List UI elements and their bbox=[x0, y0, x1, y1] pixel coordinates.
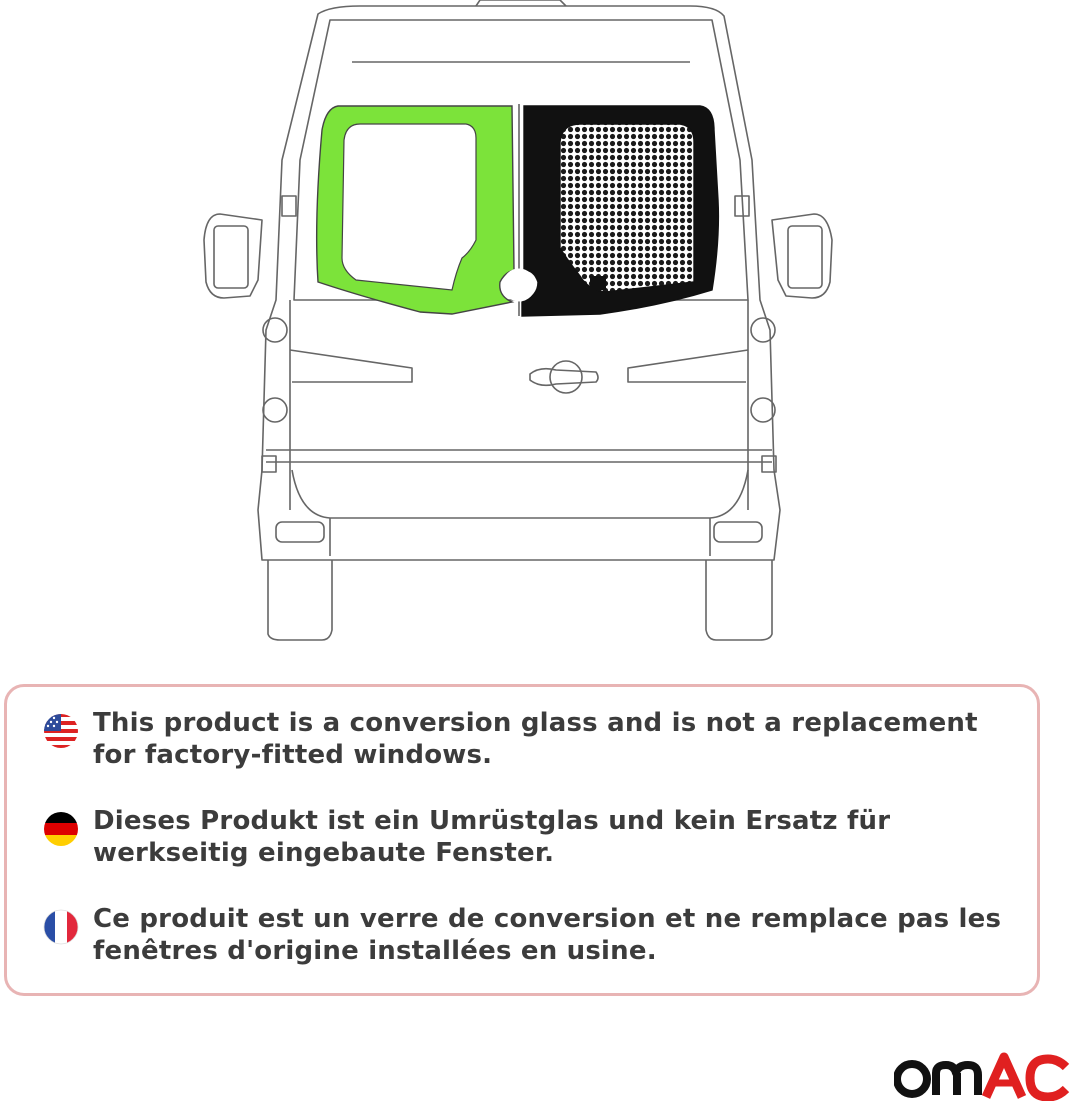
notice-french-text: Ce produit est un verre de conversion et ne remplace pas les fenêtres d'origine installées en usine. bbox=[93, 904, 1002, 966]
door-handle bbox=[530, 369, 598, 386]
notice-box bbox=[4, 684, 1040, 996]
notice-german-text: Dieses Produkt ist ein Umrüstglas und kein Ersatz für werkseitig eingebaute Fenster. bbox=[93, 806, 891, 868]
us-flag-icon bbox=[43, 713, 79, 749]
france-flag-icon bbox=[43, 909, 79, 945]
germany-flag-icon bbox=[43, 811, 79, 847]
omac-logo bbox=[894, 1051, 1074, 1101]
notice-english-text: This product is a conversion glass and is not a replacement for factory-fitted windows. bbox=[93, 708, 978, 770]
